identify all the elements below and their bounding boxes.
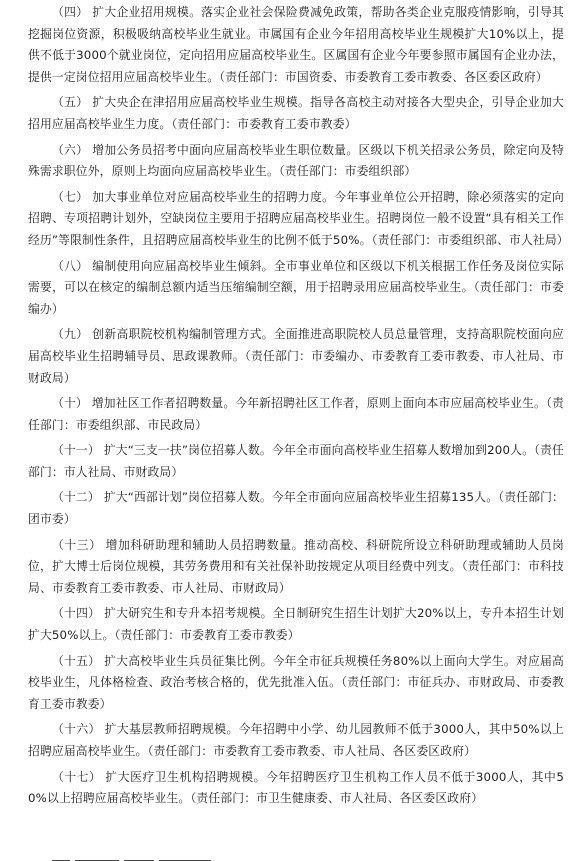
paragraph-number: （四） <box>52 5 89 19</box>
paragraph-5 <box>28 92 564 135</box>
paragraph-text: 创新高职院校机构编制管理方式。全面推进高职院校人员总量管理，支持高职院校面向应届高校毕业生招聘辅导员、思政课教师。（责任部门：市委编办、市委教育工委市教委、市人社局、市财政局） <box>28 327 564 385</box>
paragraph-text: 扩大企业招用规模。落实企业社会保险费减免政策，帮助各类企业克服疫情影响，引导其挖掘岗位资源，积极吸纳高校毕业生就业。市属国有企业今年招用高校毕业生规模扩大10%以上，提供不低于3000个就业岗位，定向招用应届高校毕业生。区属国有企业今年要参照市属国有企业办法，提供一定岗位招用应届高校毕业生。（责任部门：市国资委、市委教育工委市教委、各区委区政府） <box>28 5 564 84</box>
paragraph-7 <box>28 187 569 252</box>
paragraph-10 <box>28 393 564 436</box>
paragraph-number: （十六） <box>52 722 101 737</box>
paragraph-number: （十七） <box>52 769 102 784</box>
paragraph-number: （十） <box>52 396 88 411</box>
paragraph-12 <box>28 487 564 530</box>
paragraph-number: （十三） <box>52 537 102 552</box>
paragraph-17 <box>28 767 564 810</box>
paragraph-6 <box>28 140 564 183</box>
paragraph-text: 编制使用向应届高校毕业生倾斜。全市事业单位和区级以下机关根据工作任务及岗位实际需要，可以在核定的编制总额内适当压缩编制空额，用于招聘录用应届高校毕业生。（责任部门：市委编办） <box>28 258 564 316</box>
paragraph-number: （十二） <box>52 490 100 505</box>
paragraph-text: 扩大高校毕业生兵员征集比例。今年全市征兵规模任务80%以上面向大学生。对应届高校毕业生，凡体格检查、政治考核合格的，优先批准入伍。（责任部门：市征兵办、市财政局、市委教育工委市教委） <box>28 653 564 711</box>
paragraph-number: （十一） <box>52 443 100 458</box>
paragraph-text: 扩大“西部计划”岗位招募人数。今年全市面向应届高校毕业生招募135人。（责任部门：团市委） <box>28 490 564 527</box>
paragraph-number: （五） <box>52 95 89 110</box>
paragraph-text: 增加公务员招考中面向应届高校毕业生职位数量。区级以下机关招录公务员，除定向及特殊需求职位外，原则上均面向应届高校毕业生。（责任部门：市委组织部） <box>28 142 564 179</box>
paragraph-14 <box>28 603 564 646</box>
paragraph-text: 扩大研究生和专升本招考规模。全日制研究生招生计划扩大20%以上，专升本招生计划扩大50%以上。（责任部门：市委教育工委市教委） <box>28 606 564 643</box>
paragraph-15 <box>28 651 564 716</box>
paragraph-number: （十五） <box>52 653 101 668</box>
paragraph-9 <box>28 324 564 389</box>
paragraph-number: （六） <box>52 142 89 157</box>
policy-text-body <box>28 2 569 814</box>
paragraph-number: （十四） <box>52 606 101 621</box>
paragraph-text: 加大事业单位对应届高校毕业生的招聘力度。今年事业单位公开招聘，除必须落实的定向招聘、专项招聘计划外，空缺岗位主要用于招聘应届高校毕业生。招聘岗位一般不设置“具有相关工作经历”等限制性条件，且招聘应届高校毕业生的比例不低于50%。（责任部门：市委组织部、市人社局） <box>28 189 569 247</box>
paragraph-4 <box>28 2 564 88</box>
paragraph-13 <box>28 535 564 600</box>
paragraph-text: 扩大医疗卫生机构招聘规模。今年招聘医疗卫生机构工作人员不低于3000人，其中50%以上招聘应届高校毕业生。（责任部门：市卫生健康委、市人社局、各区委区政府） <box>28 769 564 806</box>
paragraph-text: 增加社区工作者招聘数量。今年新招聘社区工作者，原则上面向本市应届高校毕业生。（责任部门：市委组织部、市民政局） <box>28 396 564 432</box>
paragraph-number: （七） <box>52 189 89 204</box>
paragraph-text: 扩大“三支一扶”岗位招募人数。今年全市面向高校毕业生招募人数增加到200人。（责任部门：市人社局、市财政局） <box>28 443 564 479</box>
paragraph-text: 增加科研助理和辅助人员招聘数量。推动高校、科研院所设立科研助理或辅助人员岗位，扩大博士后岗位规模，其劳务费用和有关社保补助按规定从项目经费中列支。（责任部门：市科技局、市委教育工委市教委、市人社局、市财政局） <box>28 537 564 595</box>
paragraph-text: 扩大基层教师招聘规模。今年招聘中小学、幼儿园教师不低于3000人，其中50%以上招聘应届高校毕业生。（责任部门：市委教育工委市教委、市人社局、各区委区政府） <box>28 722 564 758</box>
paragraph-8 <box>28 256 564 321</box>
paragraph-11 <box>28 440 564 483</box>
cut-off-next-line <box>52 850 252 861</box>
paragraph-number: （九） <box>52 327 89 342</box>
paragraph-number: （八） <box>52 258 89 273</box>
paragraph-16 <box>28 719 564 762</box>
paragraph-text: 扩大央企在津招用应届高校毕业生规模。指导各高校主动对接各大型央企，引导企业加大招用应届高校毕业生力度。（责任部门：市委教育工委市教委） <box>28 95 564 131</box>
